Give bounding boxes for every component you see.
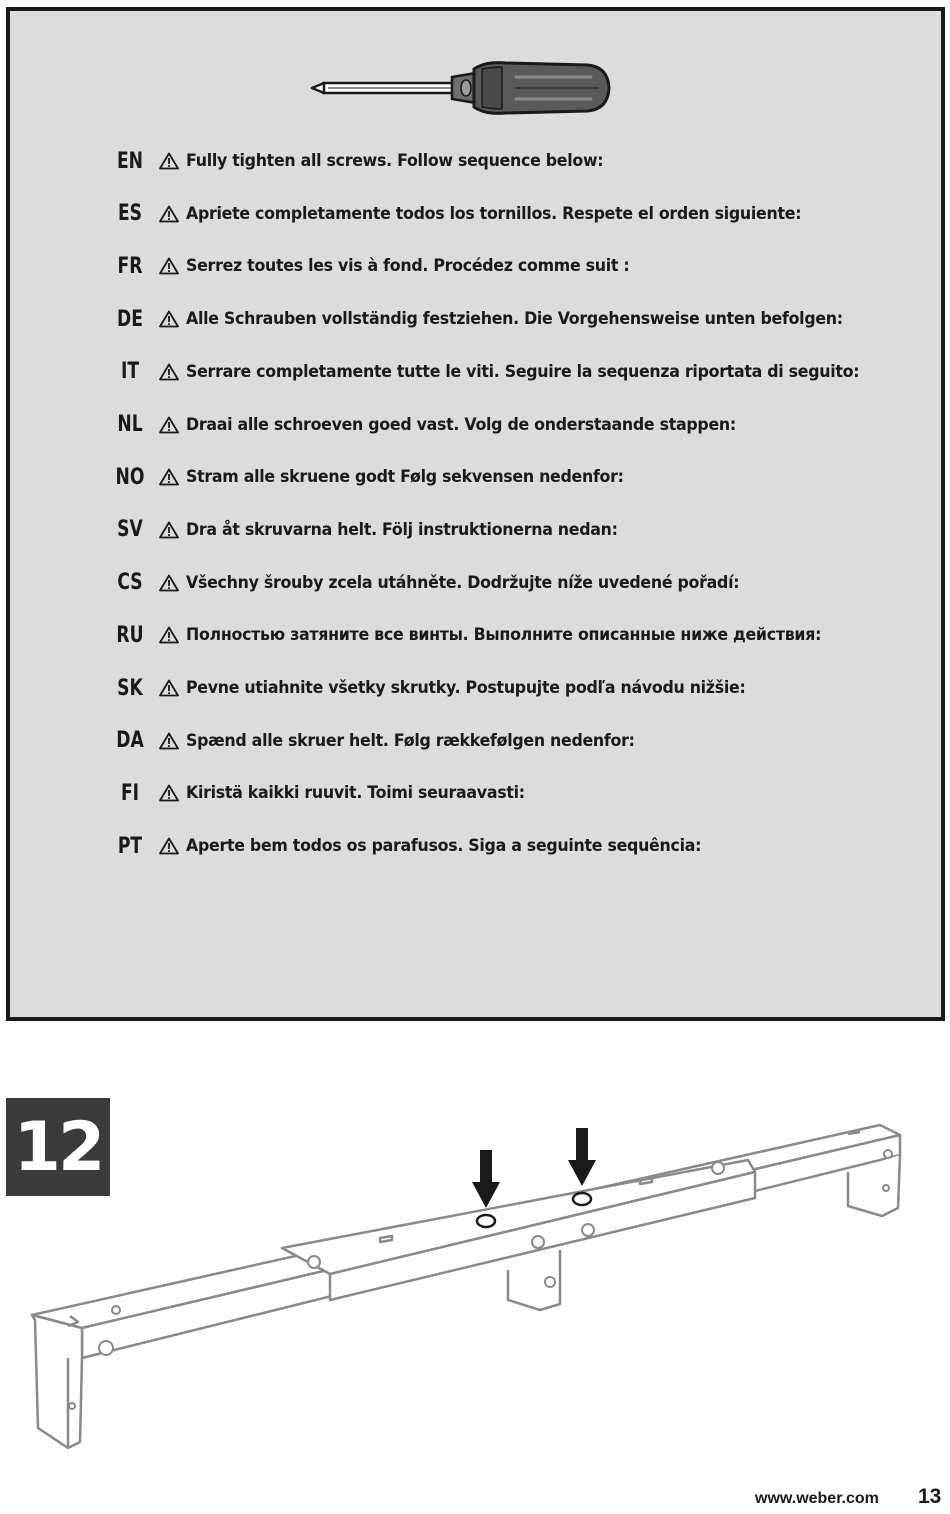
screwdriver-icon [306, 55, 616, 119]
language-code: FI [120, 780, 140, 806]
warning-triangle-icon [159, 732, 179, 750]
language-code: NO [115, 464, 145, 490]
instruction-text: Aperte bem todos os parafusos. Siga a seguinte sequência: [186, 836, 702, 857]
instruction-row [10, 668, 941, 708]
warning-triangle-icon [159, 679, 179, 697]
warning-triangle-icon [159, 257, 179, 275]
language-code: IT [120, 359, 140, 385]
instruction-row [10, 141, 941, 181]
instruction-text: Fully tighten all screws. Follow sequence below: [186, 151, 604, 171]
instruction-row [10, 826, 941, 866]
instruction-text: Spænd alle skruer helt. Følg rækkefølgen nedenfor: [186, 730, 635, 751]
warning-triangle-icon [159, 837, 179, 855]
language-code: SK [117, 675, 143, 701]
instruction-text: Stram alle skruene godt Følg sekvensen nedenfor: [186, 467, 624, 488]
instructions-panel [6, 7, 945, 1021]
language-code: NL [117, 412, 143, 437]
warning-triangle-icon [159, 468, 179, 486]
language-code: FR [117, 253, 143, 279]
language-code: DA [116, 728, 144, 754]
instruction-row [10, 299, 941, 339]
language-code: EN [116, 148, 144, 174]
warning-triangle-icon [159, 416, 179, 434]
warning-triangle-icon [159, 574, 179, 592]
instruction-text: Draai alle schroeven goed vast. Volg de onderstaande stappen: [186, 414, 736, 435]
step-number: 12 [6, 1098, 110, 1196]
instruction-text: Serrez toutes les vis à fond. Procédez comme suit : [186, 256, 630, 277]
instruction-text: Serrare completamente tutte le viti. Seguire la sequenza riportata di seguito: [186, 361, 860, 382]
warning-triangle-icon [159, 152, 179, 170]
instruction-row [10, 721, 941, 761]
instruction-text: Pevne utiahnite všetky skrutky. Postupujte podľa návodu nižšie: [186, 678, 746, 698]
instruction-row [10, 457, 941, 497]
bracket-assembly-illustration [20, 1110, 910, 1455]
footer-url[interactable]: www.weber.com [755, 1490, 879, 1507]
instruction-text: Alle Schrauben vollständig festziehen. Die Vorgehensweise unten befolgen: [186, 309, 843, 330]
warning-triangle-icon [159, 626, 179, 644]
instruction-row [10, 773, 941, 813]
language-code: DE [117, 306, 143, 332]
instruction-text: Dra åt skruvarna helt. Följ instruktionerna nedan: [186, 519, 618, 540]
language-code: PT [117, 833, 143, 859]
instruction-row [10, 615, 941, 655]
language-code: CS [117, 570, 143, 596]
warning-triangle-icon [159, 784, 179, 802]
page-number: 13 [918, 1485, 942, 1508]
instruction-row [10, 510, 941, 550]
language-code: RU [116, 622, 144, 648]
instruction-text: Všechny šrouby zcela utáhněte. Dodržujte níže uvedené pořadí: [186, 572, 740, 593]
instruction-row [10, 246, 941, 286]
instruction-text: Полностью затяните все винты. Выполните описанные ниже действия: [186, 625, 822, 646]
instruction-row [10, 563, 941, 603]
language-code: ES [117, 201, 143, 227]
language-code: SV [117, 517, 143, 543]
warning-triangle-icon [159, 310, 179, 328]
instruction-text: Apriete completamente todos los tornillos. Respete el orden siguiente: [186, 203, 802, 224]
warning-triangle-icon [159, 521, 179, 539]
instruction-text: Kiristä kaikki ruuvit. Toimi seuraavasti: [186, 783, 525, 804]
instruction-row [10, 352, 941, 392]
instruction-row [10, 405, 941, 445]
warning-triangle-icon [159, 205, 179, 223]
instruction-row [10, 194, 941, 234]
warning-triangle-icon [159, 363, 179, 381]
